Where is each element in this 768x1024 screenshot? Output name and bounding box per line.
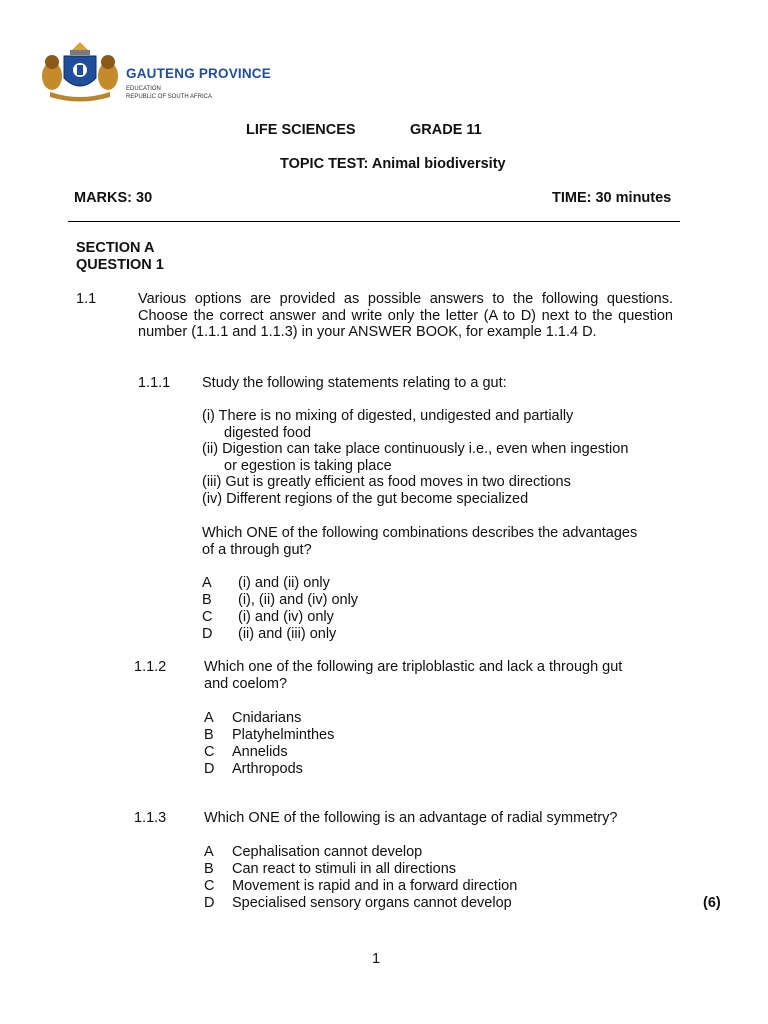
question-1-1-2-stem-line1: Which one of the following are triploblastic and lack a through gut <box>204 659 623 675</box>
question-1-1-1-prompt-line2: of a through gut? <box>202 542 312 558</box>
header-divider <box>68 221 680 222</box>
option-letter: B <box>204 727 214 743</box>
option-text: (i) and (ii) only <box>238 575 330 591</box>
logo-line-education: EDUCATION <box>126 86 161 92</box>
question-1-1-3-stem: Which ONE of the following is an advantage of radial symmetry? <box>204 810 618 826</box>
option-letter: B <box>202 592 212 608</box>
option-letter: A <box>204 710 214 726</box>
statement-ii-cont: or egestion is taking place <box>224 458 392 474</box>
question-1-1-1-stem: Study the following statements relating to a gut: <box>202 375 507 391</box>
coat-of-arms-icon <box>36 40 124 104</box>
option-text: Cnidarians <box>232 710 302 726</box>
statement-i: (i) There is no mixing of digested, undigested and partially <box>202 408 574 424</box>
option-letter: D <box>202 626 213 642</box>
option-text: Specialised sensory organs cannot develop <box>232 895 512 911</box>
question-number-1-1-1: 1.1.1 <box>138 375 171 391</box>
option-letter: D <box>204 895 215 911</box>
option-letter: A <box>202 575 212 591</box>
logo-title: GAUTENG PROVINCE <box>126 66 271 81</box>
option-text: Can react to stimuli in all directions <box>232 861 457 877</box>
option-text: Movement is rapid and in a forward direction <box>232 878 518 894</box>
option-text: Platyhelminthes <box>232 727 335 743</box>
option-text: (ii) and (iii) only <box>238 626 337 642</box>
page-number: 1 <box>372 951 381 967</box>
question-1-1-1-prompt-line1: Which ONE of the following combinations describes the advantages <box>202 525 638 541</box>
question-number-1-1-3: 1.1.3 <box>134 810 167 826</box>
option-text: (i) and (iv) only <box>238 609 334 625</box>
gauteng-logo <box>36 40 272 104</box>
section-title: SECTION A <box>76 240 155 256</box>
question-number-1-1-2: 1.1.2 <box>134 659 167 675</box>
statement-iii: (iii) Gut is greatly efficient as food moves in two directions <box>202 474 571 490</box>
marks-total: (6) <box>703 895 721 911</box>
question-1-1-2-stem-line2: and coelom? <box>204 676 288 692</box>
option-letter: C <box>204 744 215 760</box>
subject-title: LIFE SCIENCES <box>246 122 356 138</box>
option-text: Arthropods <box>232 761 303 777</box>
grade-label: GRADE 11 <box>410 122 482 138</box>
option-letter: C <box>202 609 213 625</box>
time-label: TIME: 30 minutes <box>552 190 672 206</box>
topic-title: TOPIC TEST: Animal biodiversity <box>280 156 506 172</box>
option-text: (i), (ii) and (iv) only <box>238 592 359 608</box>
option-text: Cephalisation cannot develop <box>232 844 423 860</box>
statement-ii: (ii) Digestion can take place continuously i.e., even when ingestion <box>202 441 629 457</box>
statement-iv: (iv) Different regions of the gut become specialized <box>202 491 529 507</box>
option-letter: D <box>204 761 215 777</box>
option-letter: A <box>204 844 214 860</box>
option-text: Annelids <box>232 744 288 760</box>
marks-label: MARKS: 30 <box>74 190 153 206</box>
option-letter: B <box>204 861 214 877</box>
question-number-1-1: 1.1 <box>76 291 97 307</box>
logo-line-country: REPUBLIC OF SOUTH AFRICA <box>126 94 213 100</box>
question-1-1-instruction: Various options are provided as possible answers to the following questions. Choose the correct answer and write only the letter (A to D) next to the question number (1.1.1 and 1.1.3) in your ANSWER BOOK, for example 1.1.4 D. <box>138 291 673 341</box>
logo-subtitle <box>126 85 212 101</box>
question-title: QUESTION 1 <box>76 257 164 273</box>
statement-i-cont: digested food <box>224 425 312 441</box>
option-letter: C <box>204 878 215 894</box>
